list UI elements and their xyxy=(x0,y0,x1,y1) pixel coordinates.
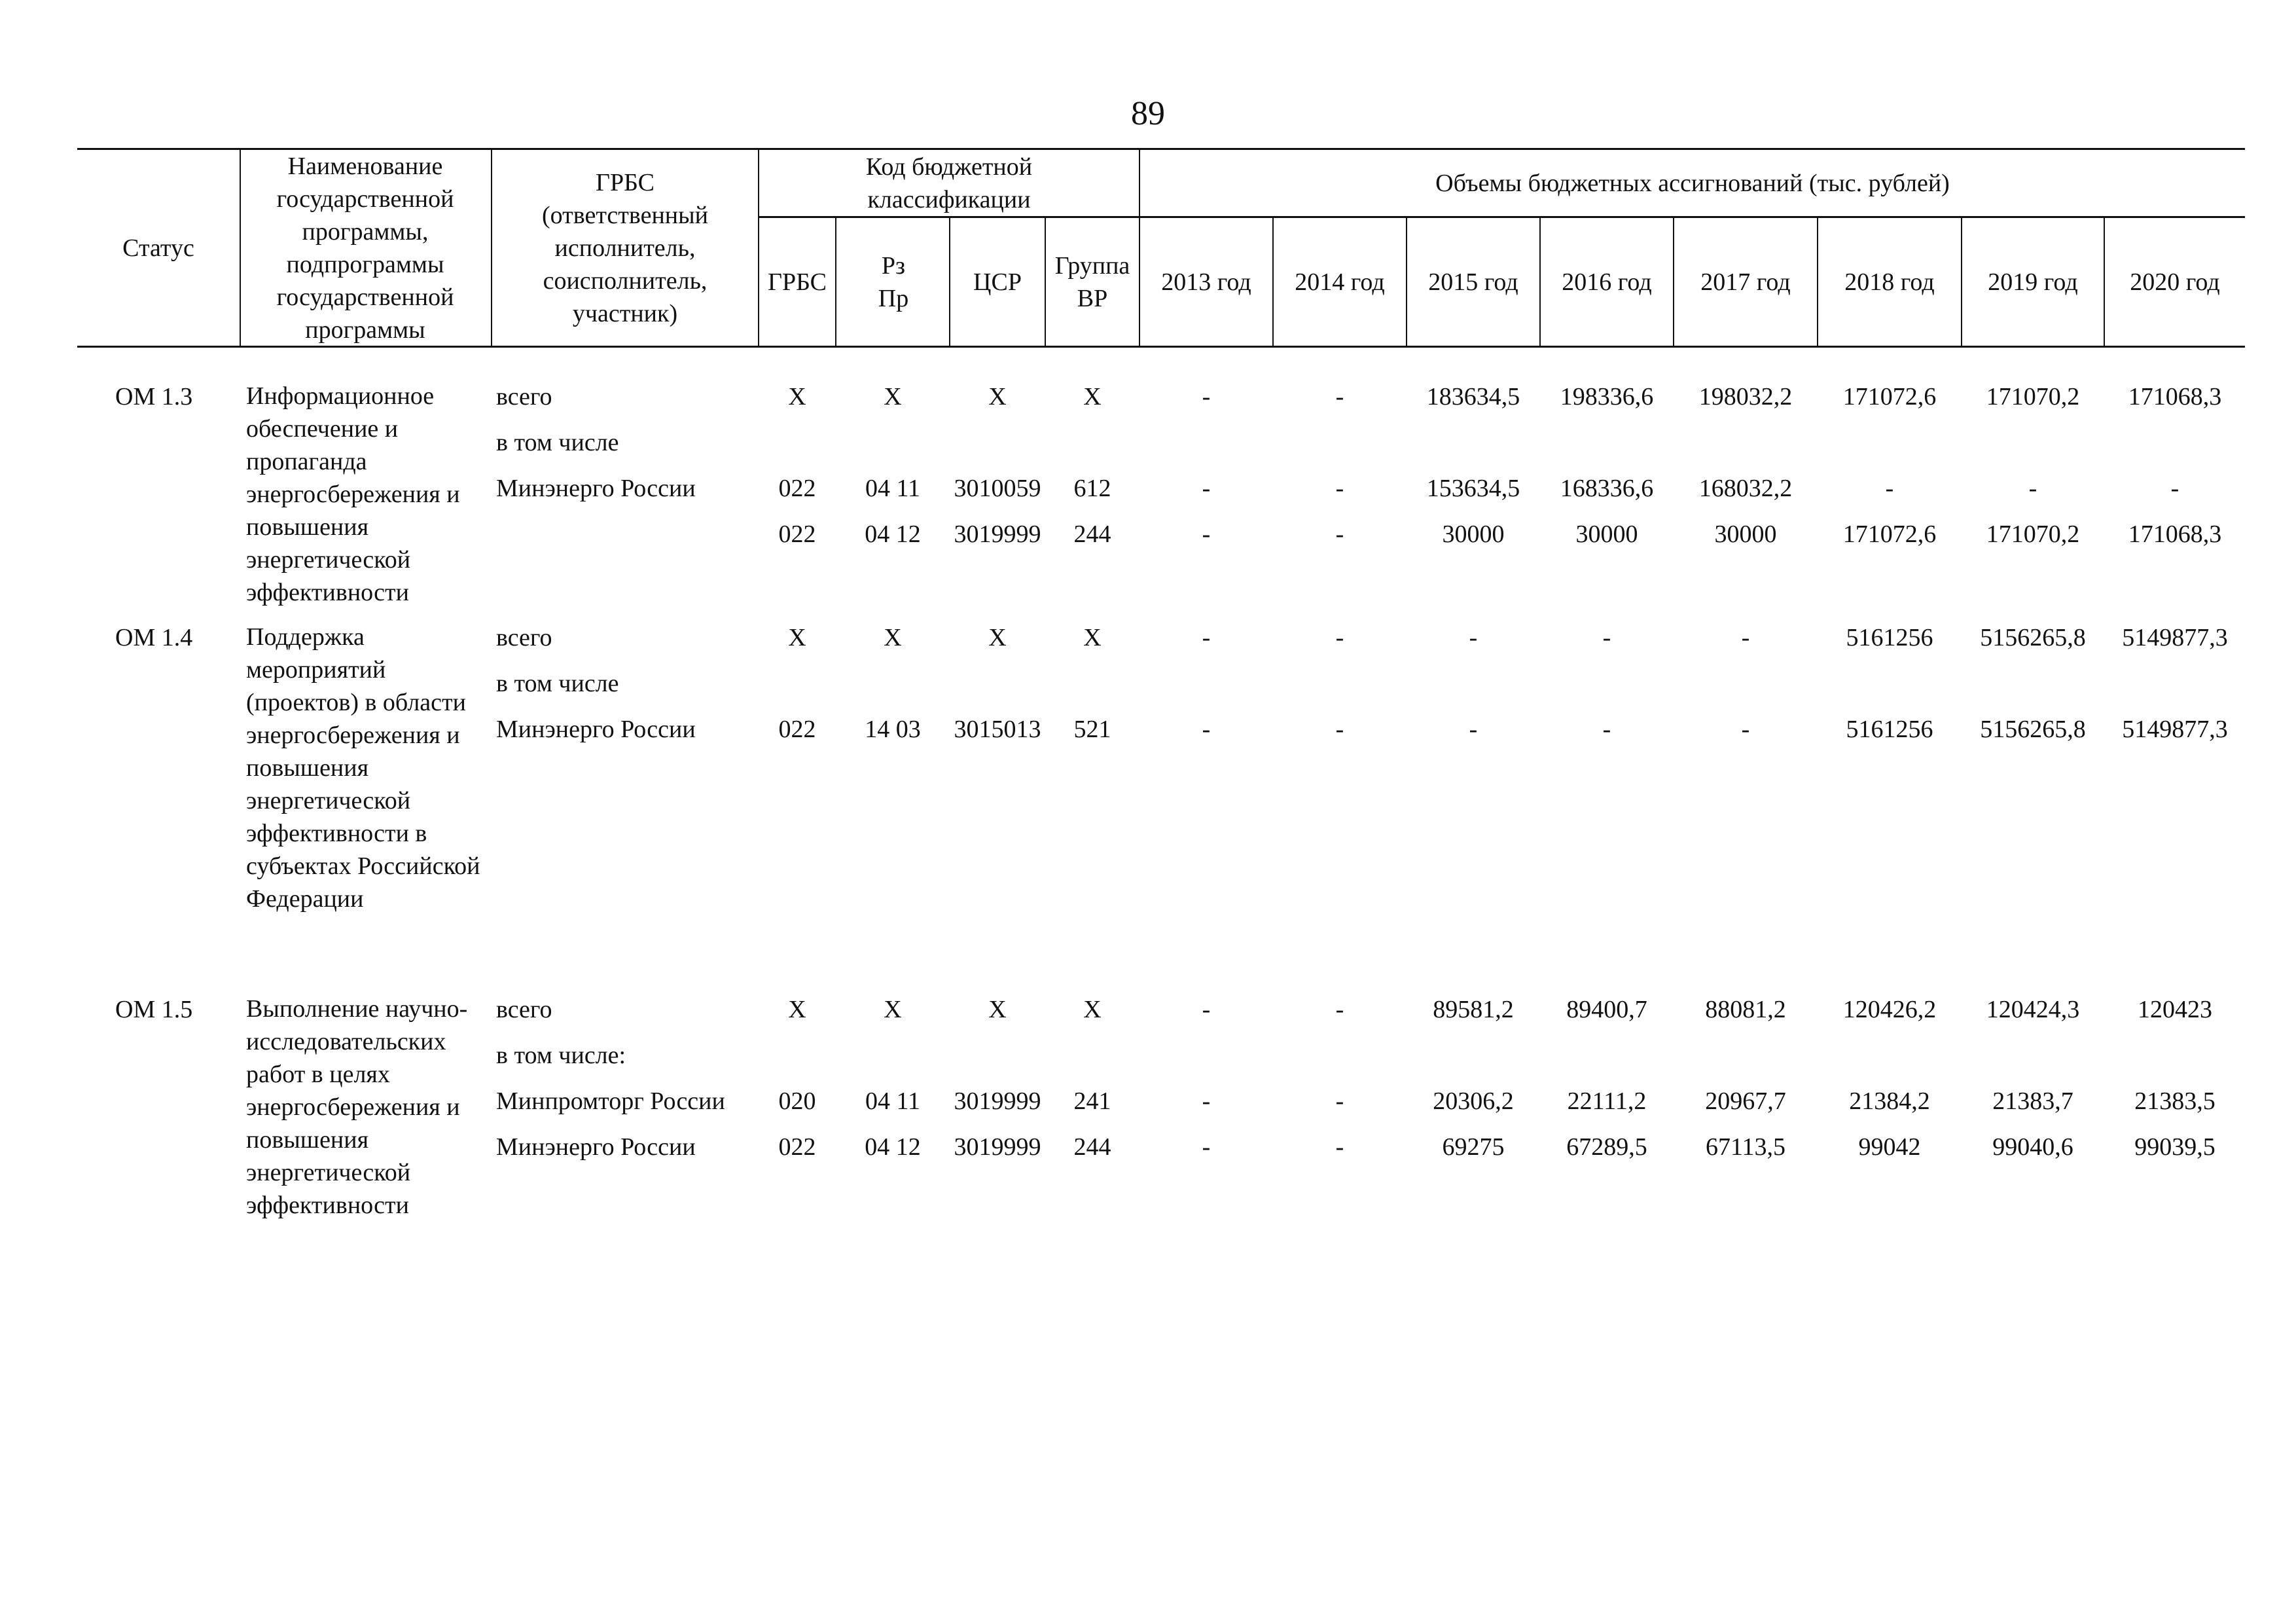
value-2016: 89400,7 xyxy=(1566,996,1647,1023)
value-2018: 99042 xyxy=(1858,1133,1921,1161)
value-2014: - xyxy=(1335,716,1344,743)
value-2017: 198032,2 xyxy=(1698,383,1793,410)
value-2015: 89581,2 xyxy=(1433,996,1514,1023)
value-2020: 171068,3 xyxy=(2128,520,2222,548)
value-2019: 5156265,8 xyxy=(1980,716,2086,743)
header-vline xyxy=(491,148,492,347)
csr-code: 3019999 xyxy=(954,1133,1041,1161)
value-2015: 69275 xyxy=(1442,1133,1505,1161)
row-label: Минэнерго России xyxy=(496,1133,696,1161)
value-2018: - xyxy=(1885,475,1894,502)
value-2020: 171068,3 xyxy=(2128,383,2222,410)
value-2017: 88081,2 xyxy=(1705,996,1786,1023)
value-2013: - xyxy=(1202,716,1211,743)
vr-code: 521 xyxy=(1073,716,1111,743)
row-label: Минэнерго России xyxy=(496,475,696,502)
header-rz-pr: Рз Пр xyxy=(878,251,909,312)
grbs-code: Х xyxy=(788,624,806,651)
header-budget-code: Код бюджетной классификации xyxy=(865,153,1033,213)
value-2018: 171072,6 xyxy=(1842,383,1937,410)
header-year: 2017 год xyxy=(1700,268,1791,296)
csr-code: 3019999 xyxy=(954,1087,1041,1115)
vr-code: 244 xyxy=(1073,520,1111,548)
value-2018: 21384,2 xyxy=(1849,1087,1930,1115)
grbs-code: Х xyxy=(788,996,806,1023)
value-2013: - xyxy=(1202,624,1211,651)
vr-code: 612 xyxy=(1073,475,1111,502)
value-2020: 5149877,3 xyxy=(2122,624,2228,651)
header-year: 2019 год xyxy=(1988,268,2078,296)
value-2013: - xyxy=(1202,996,1211,1023)
header-year: 2018 год xyxy=(1844,268,1935,296)
row-label: всего xyxy=(496,996,552,1023)
value-2019: 171070,2 xyxy=(1986,383,2080,410)
value-2019: 21383,7 xyxy=(1992,1087,2073,1115)
value-2015: - xyxy=(1469,624,1478,651)
value-2013: - xyxy=(1202,1087,1211,1115)
csr-code: Х xyxy=(988,996,1007,1023)
value-2019: 5156265,8 xyxy=(1980,624,2086,651)
rzpr-code: 14 03 xyxy=(865,716,921,743)
value-2020: 21383,5 xyxy=(2134,1087,2215,1115)
grbs-code: Х xyxy=(788,383,806,410)
row-label: в том числе: xyxy=(496,1042,626,1069)
value-2014: - xyxy=(1335,1087,1344,1115)
program-name: Поддержка мероприятий (проектов) в области энергосбережения и повышения энергетической эффективности в субъектах Российской Федерации xyxy=(246,623,480,913)
csr-code: 3015013 xyxy=(954,716,1041,743)
value-2013: - xyxy=(1202,383,1211,410)
header-budget-volumes: Объемы бюджетных ассигнований (тыс. рублей) xyxy=(1435,169,1950,197)
value-2020: 99039,5 xyxy=(2134,1133,2215,1161)
grbs-code: 022 xyxy=(778,475,816,502)
value-2017: 67113,5 xyxy=(1705,1133,1786,1161)
value-2014: - xyxy=(1335,520,1344,548)
grbs-code: 022 xyxy=(778,520,816,548)
page-number: 89 xyxy=(1131,95,1165,132)
row-label: Минэнерго России xyxy=(496,716,696,743)
rzpr-code: Х xyxy=(884,996,902,1023)
value-2013: - xyxy=(1202,1133,1211,1161)
vr-code: Х xyxy=(1083,383,1102,410)
value-2017: 20967,7 xyxy=(1705,1087,1786,1115)
value-2019: 99040,6 xyxy=(1992,1133,2073,1161)
value-2013: - xyxy=(1202,475,1211,502)
value-2015: 153634,5 xyxy=(1426,475,1520,502)
rzpr-code: 04 11 xyxy=(865,1087,921,1115)
header-grbs-executor: ГРБС (ответственный исполнитель, соисполнитель, участник) xyxy=(541,168,708,327)
value-2019: 171070,2 xyxy=(1986,520,2080,548)
value-2020: 120423 xyxy=(2138,996,2212,1023)
status-code: ОМ 1.3 xyxy=(115,383,193,410)
header-year: 2015 год xyxy=(1428,268,1518,296)
value-2018: 5161256 xyxy=(1846,716,1933,743)
grbs-code: 020 xyxy=(778,1087,816,1115)
value-2020: - xyxy=(2170,475,2179,502)
value-2016: 198336,6 xyxy=(1560,383,1654,410)
header-grbs: ГРБС xyxy=(767,268,827,296)
value-2016: 168336,6 xyxy=(1560,475,1654,502)
program-name: Информационное обеспечение и пропаганда энергосбережения и повышения энергетической эффективности xyxy=(246,382,460,606)
csr-code: Х xyxy=(988,383,1007,410)
row-label: в том числе xyxy=(496,670,619,697)
program-name: Выполнение научно-исследовательских работ в целях энергосбережения и повышения энергетической эффективности xyxy=(246,995,468,1219)
row-label: всего xyxy=(496,624,552,651)
header-program-name: Наименование государственной программы, подпрограммы государственной программы xyxy=(276,152,454,344)
grbs-code: 022 xyxy=(778,716,816,743)
header-status: Статус xyxy=(122,234,194,262)
csr-code: 3019999 xyxy=(954,520,1041,548)
value-2014: - xyxy=(1335,996,1344,1023)
value-2015: 20306,2 xyxy=(1433,1087,1514,1115)
header-year: 2014 год xyxy=(1295,268,1385,296)
header-group-vr: Группа ВР xyxy=(1054,251,1130,312)
value-2016: 67289,5 xyxy=(1566,1133,1647,1161)
value-2018: 5161256 xyxy=(1846,624,1933,651)
row-label: Минпромторг России xyxy=(496,1087,725,1115)
vr-code: 241 xyxy=(1073,1087,1111,1115)
value-2018: 120426,2 xyxy=(1842,996,1937,1023)
value-2016: - xyxy=(1602,624,1611,651)
value-2015: 183634,5 xyxy=(1426,383,1520,410)
grbs-code: 022 xyxy=(778,1133,816,1161)
value-2016: 22111,2 xyxy=(1567,1087,1647,1115)
status-code: ОМ 1.5 xyxy=(115,996,193,1023)
value-2016: - xyxy=(1602,716,1611,743)
value-2014: - xyxy=(1335,1133,1344,1161)
value-2017: 30000 xyxy=(1714,520,1777,548)
rzpr-code: 04 12 xyxy=(865,520,921,548)
value-2020: 5149877,3 xyxy=(2122,716,2228,743)
csr-code: Х xyxy=(988,624,1007,651)
vr-code: 244 xyxy=(1073,1133,1111,1161)
row-label: всего xyxy=(496,383,552,410)
header-csr: ЦСР xyxy=(973,268,1022,296)
value-2017: 168032,2 xyxy=(1698,475,1793,502)
value-2017: - xyxy=(1741,716,1750,743)
value-2014: - xyxy=(1335,475,1344,502)
header-vline xyxy=(835,216,836,347)
value-2014: - xyxy=(1335,624,1344,651)
value-2019: 120424,3 xyxy=(1986,996,2080,1023)
rzpr-code: 04 12 xyxy=(865,1133,921,1161)
header-year: 2016 год xyxy=(1562,268,1652,296)
vr-code: Х xyxy=(1083,624,1102,651)
vr-code: Х xyxy=(1083,996,1102,1023)
rzpr-code: Х xyxy=(884,624,902,651)
csr-code: 3010059 xyxy=(954,475,1041,502)
header-year: 2020 год xyxy=(2130,268,2220,296)
value-2016: 30000 xyxy=(1575,520,1638,548)
row-label: в том числе xyxy=(496,429,619,456)
rzpr-code: 04 11 xyxy=(865,475,921,502)
value-2017: - xyxy=(1741,624,1750,651)
header-year: 2013 год xyxy=(1161,268,1251,296)
value-2014: - xyxy=(1335,383,1344,410)
value-2015: 30000 xyxy=(1442,520,1505,548)
value-2018: 171072,6 xyxy=(1842,520,1937,548)
status-code: ОМ 1.4 xyxy=(115,624,193,651)
value-2015: - xyxy=(1469,716,1478,743)
rzpr-code: Х xyxy=(884,383,902,410)
header-vline xyxy=(240,148,241,347)
value-2019: - xyxy=(2028,475,2037,502)
value-2013: - xyxy=(1202,520,1211,548)
